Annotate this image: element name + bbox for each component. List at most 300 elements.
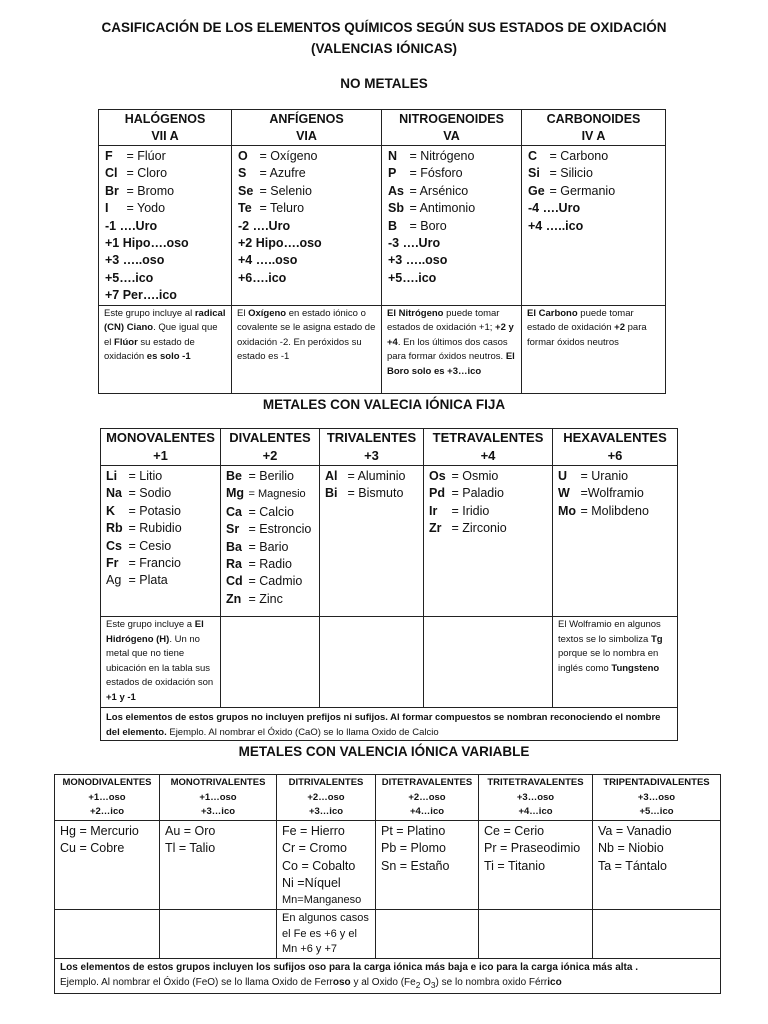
- element-symbol: Rb: [106, 521, 123, 536]
- valence-low-oso: +3…oso: [516, 791, 555, 803]
- oxidation-rule: -3 ….Uro: [388, 236, 441, 251]
- elements-cell: [382, 146, 522, 306]
- element-entry: Ti = Titanio: [484, 858, 546, 873]
- element-entry: Ce = Cerio: [484, 824, 545, 838]
- valence-name: MONOTRIVALENTES: [170, 777, 266, 788]
- element-symbol: Te: [238, 201, 252, 216]
- note-text: ) se lo nombra oxido Férr: [435, 977, 548, 989]
- note-text: Ejemplo. Al nombrar el Óxido (CaO) se lo llama Oxido de Calcio: [166, 727, 439, 738]
- element-entry: [528, 183, 665, 200]
- column-header: [553, 429, 678, 466]
- element-entry: [388, 270, 521, 287]
- element-entry: [238, 148, 381, 165]
- element-entry: [388, 218, 521, 235]
- element-symbol: Li: [106, 469, 118, 483]
- column-header: [232, 110, 382, 146]
- elements-cell: [320, 466, 424, 617]
- element-name: = Fósforo: [409, 166, 463, 181]
- element-name: = Aluminio: [347, 469, 406, 483]
- element-symbol: Cd: [226, 574, 243, 589]
- element-entry: [528, 165, 665, 182]
- group-note: [522, 305, 666, 393]
- element-entry: [226, 485, 319, 503]
- element-entry: [429, 520, 552, 537]
- group-name: ANFÍGENOS: [269, 112, 344, 126]
- valence-low-oso: +1…oso: [199, 791, 237, 803]
- section-heading-metales-variable: METALES CON VALENCIA IÓNICA VARIABLE: [238, 744, 530, 759]
- no-metals-notes-row: [99, 305, 666, 393]
- element-entry: [388, 235, 521, 252]
- element-name: = Cloro: [126, 166, 168, 181]
- group-note: [479, 910, 593, 959]
- variable-metals-footer-line1: Los elementos de estos grupos incluyen los sufijos oso para la carga iónica más baja e ico para la carga iónica más alta .: [60, 962, 638, 974]
- group-note: En algunos casos el Fe es +6 y el Mn +6 y +7: [277, 910, 376, 959]
- element-entry: [528, 148, 665, 165]
- group-name: HALÓGENOS: [124, 112, 206, 126]
- valence-number: +3: [364, 448, 379, 463]
- element-entry: [429, 503, 552, 520]
- valence-high-ico: +4…ico: [518, 806, 553, 817]
- oxidation-rule: +1 Hipo….oso: [105, 236, 189, 251]
- element-name: = Germanio: [549, 183, 616, 198]
- element-name: = Plata: [128, 573, 168, 588]
- note-text: porque se lo nombra en inglés como: [558, 648, 659, 674]
- element-entry: [105, 148, 231, 165]
- oxidation-rule: +3 …..oso: [105, 253, 165, 268]
- element-symbol: P: [388, 166, 397, 181]
- valence-high-ico: +5…ico: [639, 806, 674, 817]
- element-symbol: I: [105, 201, 109, 216]
- element-name: = Zinc: [248, 591, 283, 606]
- element-entry: [226, 591, 319, 608]
- valence-high-ico: +4…ico: [409, 806, 445, 817]
- element-name: = Paladio: [451, 486, 504, 501]
- element-name: = Calcio: [248, 504, 294, 519]
- note-text: para formar óxidos neutros: [527, 322, 647, 348]
- fixed-valence-metals-table: [100, 428, 678, 741]
- element-symbol: W: [558, 486, 570, 501]
- column-header: [101, 429, 221, 466]
- note-text: puede tomar estado de oxidación: [527, 307, 634, 334]
- elements-cell: [101, 466, 221, 617]
- element-entry: Au = Oro: [165, 824, 216, 838]
- element-entry: Va = Vanadio: [598, 824, 672, 838]
- element-entry: [429, 485, 552, 502]
- element-name: = Sodio: [128, 486, 172, 501]
- group-note: [55, 910, 160, 959]
- column-header: [376, 775, 479, 821]
- element-name: = Azufre: [259, 166, 306, 181]
- bold-text: Tungsteno: [611, 662, 660, 674]
- note-text: O: [420, 977, 431, 989]
- bold-text: +2: [614, 322, 625, 334]
- oxidation-rule: +4 …..oso: [238, 253, 298, 268]
- element-name: = Flúor: [126, 149, 166, 163]
- column-header: [424, 429, 553, 466]
- valence-name: TRITETRAVALENTES: [487, 777, 584, 788]
- valence-number: +1: [153, 448, 168, 463]
- column-header: [55, 775, 160, 821]
- element-entry: [325, 485, 423, 502]
- document-title-line2: (VALENCIAS IÓNICAS): [310, 41, 457, 56]
- note-text: en estado iónico o covalente se le asigna estado de oxidación -2. En peróxidos su estado es -1: [237, 307, 376, 363]
- element-name: = Francio: [128, 556, 181, 571]
- oxidation-rule: +3 …..oso: [388, 253, 448, 268]
- valence-name: TETRAVALENTES: [432, 430, 544, 445]
- element-entry: [106, 485, 220, 502]
- element-entry: [226, 539, 319, 556]
- element-entry: [528, 218, 665, 235]
- note-text: Este grupo incluye al: [104, 307, 195, 319]
- element-name: = Bario: [248, 539, 289, 554]
- subscript-text: 2: [415, 980, 421, 991]
- note-text: El: [237, 307, 249, 319]
- element-name: = Teluro: [259, 201, 305, 216]
- element-entry: [238, 252, 381, 269]
- valence-high-ico: +3…ico: [308, 806, 344, 817]
- valence-name: DITETRAVALENTES: [381, 777, 473, 788]
- variable-metals-footer-line2: [60, 975, 715, 993]
- group-note: [221, 617, 320, 708]
- element-entry: [106, 520, 220, 537]
- element-name: = Radio: [248, 557, 292, 572]
- group-note: [553, 617, 678, 708]
- valence-name: DIVALENTES: [229, 430, 311, 445]
- note-text: Este grupo incluye a: [106, 619, 195, 630]
- elements-cell: [99, 146, 232, 306]
- section-heading-no-metales: NO METALES: [340, 76, 428, 91]
- element-entry: [388, 183, 521, 200]
- column-header: [593, 775, 721, 821]
- element-entry: [105, 218, 231, 235]
- elements-cell: [221, 466, 320, 617]
- element-entry: Pb = Plomo: [381, 841, 446, 856]
- variable-valence-metals-table: [54, 774, 721, 994]
- fixed-metals-notes-row: [101, 617, 678, 708]
- elements-cell: [593, 821, 721, 910]
- element-entry: [238, 218, 381, 235]
- element-symbol: Zr: [429, 521, 442, 536]
- valence-high-ico: +2…ico: [89, 806, 125, 817]
- group-note: [382, 305, 522, 393]
- no-metals-table: [98, 109, 666, 394]
- elements-cell: [424, 466, 553, 617]
- element-name: = Rubidio: [128, 521, 182, 536]
- bold-text: +1 y -1: [106, 691, 136, 703]
- element-entry: [226, 468, 319, 485]
- element-entry: [105, 287, 231, 304]
- bold-text: radical (CN) Ciano: [104, 307, 226, 334]
- element-entry: [238, 183, 381, 200]
- element-entry: [238, 270, 381, 287]
- valence-name: MONODIVALENTES: [62, 777, 152, 788]
- element-name: = Iridio: [451, 503, 490, 518]
- element-entry: [325, 468, 423, 485]
- element-entry: Pr = Praseodimio: [484, 841, 581, 856]
- element-entry: [528, 200, 665, 217]
- bold-text: oso: [332, 977, 351, 989]
- note-text: Ejemplo. Al nombrar el Óxido (FeO) se lo llama Oxido de Ferr: [60, 977, 333, 989]
- element-entry: Hg = Mercurio: [60, 824, 139, 838]
- group-note: [101, 617, 221, 708]
- element-entry: Sn = Estaño: [381, 858, 450, 873]
- subscript-text: 3: [430, 980, 436, 991]
- element-entry: [558, 468, 677, 485]
- element-symbol: C: [528, 149, 538, 163]
- element-entry: [105, 270, 231, 287]
- element-symbol: Na: [106, 486, 122, 501]
- element-entry: [105, 200, 231, 217]
- bold-text: El Boro solo es +3…ico: [387, 351, 515, 377]
- element-entry: [558, 485, 677, 502]
- variable-metals-footer-note: [55, 959, 721, 994]
- oxidation-rule: +5….ico: [388, 270, 437, 285]
- bold-text: El Carbono: [527, 307, 578, 319]
- element-symbol: Cl: [105, 166, 118, 181]
- note-text: su estado de oxidación: [104, 336, 195, 363]
- valence-high-ico: +3…ico: [200, 806, 236, 817]
- element-entry: Tl = Talio: [165, 841, 216, 856]
- element-entry: Co = Cobalto: [282, 858, 356, 873]
- group-name: CARBONOIDES: [546, 112, 641, 126]
- fixed-metals-elements-row: [101, 466, 678, 617]
- element-symbol: Se: [238, 183, 254, 198]
- element-name: = Carbono: [549, 149, 609, 163]
- fixed-metals-footer-note: [101, 708, 678, 741]
- element-entry: [106, 555, 220, 572]
- element-symbol: Sr: [226, 522, 240, 537]
- element-symbol: Os: [429, 469, 446, 483]
- bold-text: Los elementos de estos grupos no incluyen prefijos ni sufijos. Al formar compuestos se nombran reconociendo el nombre del elemento.: [106, 712, 661, 738]
- column-header: [277, 775, 376, 821]
- document-title-line1: CASIFICACIÓN DE LOS ELEMENTOS QUÍMICOS SEGÚN SUS ESTADOS DE OXIDACIÓN: [101, 20, 667, 35]
- element-symbol: Ca: [226, 504, 242, 519]
- note-text: . En los últimos dos casos para formar óxidos neutros.: [387, 336, 508, 363]
- valence-name: TRIVALENTES: [326, 430, 417, 445]
- element-name: = Magnesio: [248, 488, 306, 501]
- variable-metals-header-row: [55, 775, 721, 821]
- valence-low-oso: +2…oso: [408, 791, 446, 803]
- element-symbol: Be: [226, 469, 242, 483]
- group-number: IV A: [581, 129, 606, 143]
- element-entry: Nb = Niobio: [598, 841, 664, 856]
- element-symbol: Si: [528, 166, 540, 181]
- no-metals-header-row: [99, 110, 666, 146]
- valence-low-oso: +3…oso: [637, 791, 676, 803]
- element-name: = Potasio: [128, 503, 181, 518]
- element-entry: [226, 556, 319, 573]
- group-number: VIA: [296, 129, 317, 143]
- elements-cell: [277, 821, 376, 910]
- element-name: = Cesio: [128, 538, 172, 553]
- oxidation-rule: -1 ….Uro: [105, 218, 158, 233]
- element-name: = Selenio: [259, 183, 312, 198]
- element-entry: [388, 200, 521, 217]
- section-heading-metales-fija: METALES CON VALECIA IÓNICA FIJA: [262, 397, 506, 412]
- element-name: = Antimonio: [409, 201, 476, 216]
- valence-low-oso: +2…oso: [307, 791, 345, 803]
- element-entry: [238, 165, 381, 182]
- column-header: [320, 429, 424, 466]
- bold-text: +2 y +4: [387, 322, 514, 348]
- oxidation-rule: +5….ico: [105, 270, 154, 285]
- element-name: = Silicio: [549, 166, 593, 181]
- element-name: = Cadmio: [248, 574, 303, 589]
- no-metals-elements-row: [99, 146, 666, 306]
- element-entry: [106, 538, 220, 555]
- element-name: =Wolframio: [580, 486, 644, 501]
- group-name: NITROGENOIDES: [399, 112, 504, 126]
- element-symbol: Br: [105, 183, 119, 198]
- oxidation-rule: +2 Hipo….oso: [238, 236, 322, 251]
- group-note: [320, 617, 424, 708]
- group-note: [160, 910, 277, 959]
- element-symbol: U: [558, 469, 568, 483]
- element-entry: [105, 183, 231, 200]
- bold-text: El Nitrógeno: [387, 307, 444, 319]
- group-note: [232, 305, 382, 393]
- bold-text: Flúor: [114, 336, 138, 348]
- element-entry: Cu = Cobre: [60, 841, 125, 856]
- element-entry: [429, 468, 552, 485]
- element-entry: Pt = Platino: [381, 824, 446, 838]
- element-entry: [238, 235, 381, 252]
- valence-number: +6: [607, 448, 623, 463]
- column-header: [99, 110, 232, 146]
- element-name: = Oxígeno: [259, 149, 318, 163]
- element-symbol: As: [388, 183, 404, 198]
- element-entry: [106, 468, 220, 485]
- element-entry: [226, 521, 319, 538]
- note-text: El Wolframio en algunos textos se lo simboliza: [558, 619, 661, 645]
- element-entry: Ta = Tántalo: [598, 858, 667, 873]
- element-symbol: Mo: [558, 503, 577, 518]
- element-entry: [388, 148, 521, 165]
- oxidation-rule: +4 …..ico: [528, 218, 584, 233]
- element-symbol: Ag: [106, 573, 122, 588]
- element-entry: [388, 252, 521, 269]
- element-symbol: N: [388, 149, 398, 163]
- element-symbol: Mg: [226, 486, 245, 501]
- bold-text: es solo -1: [146, 351, 191, 363]
- valence-name: MONOVALENTES: [106, 430, 215, 445]
- column-header: [221, 429, 320, 466]
- group-note: [593, 910, 721, 959]
- element-symbol: F: [105, 149, 113, 163]
- group-note: [424, 617, 553, 708]
- element-entry: [105, 252, 231, 269]
- element-name: = Zirconio: [451, 521, 507, 536]
- element-name: = Yodo: [126, 201, 166, 216]
- element-symbol: S: [238, 166, 247, 181]
- oxidation-rule: +7 Per….ico: [105, 288, 177, 303]
- element-name: = Molibdeno: [580, 503, 649, 518]
- element-entry: [106, 572, 220, 589]
- variable-metals-notes-row: [55, 910, 721, 959]
- note-text: . Que igual que el: [104, 322, 218, 348]
- variable-metals-elements-row: [55, 821, 721, 910]
- element-entry: [388, 165, 521, 182]
- valence-number: +4: [480, 448, 496, 463]
- bold-text: Tg: [650, 633, 663, 645]
- valence-name: DITRIVALENTES: [288, 777, 364, 788]
- element-symbol: Ba: [226, 539, 242, 554]
- element-symbol: Ir: [429, 503, 438, 518]
- elements-cell: [376, 821, 479, 910]
- element-name: = Boro: [409, 218, 447, 233]
- element-name: = Berilio: [248, 469, 294, 483]
- element-entry: [106, 503, 220, 520]
- valence-name: TRIPENTADIVALENTES: [603, 777, 710, 788]
- group-note: [99, 305, 232, 393]
- valence-name: HEXAVALENTES: [563, 430, 667, 445]
- bold-text: El Hidrógeno (H): [106, 619, 204, 645]
- element-name: = Estroncio: [248, 522, 312, 537]
- element-entry: Ni =Níquel: [282, 875, 341, 890]
- group-note: [376, 910, 479, 959]
- column-header: [522, 110, 666, 146]
- element-symbol: Ra: [226, 557, 242, 572]
- oxidation-rule: -2 ….Uro: [238, 218, 291, 233]
- element-name: = Nitrógeno: [409, 149, 475, 163]
- element-name: = Osmio: [451, 469, 499, 483]
- column-header: [382, 110, 522, 146]
- element-symbol: Bi: [325, 486, 338, 501]
- elements-cell: [522, 146, 666, 306]
- element-entry: [558, 503, 677, 520]
- element-name: = Litio: [128, 469, 163, 483]
- valence-low-oso: +1…oso: [88, 791, 126, 803]
- element-symbol: Sb: [388, 201, 404, 216]
- elements-cell: [553, 466, 678, 617]
- element-entry: Mn=Manganeso: [282, 894, 362, 907]
- element-symbol: Cs: [106, 538, 122, 553]
- element-symbol: Al: [325, 469, 338, 483]
- oxidation-rule: +6….ico: [238, 270, 287, 285]
- element-entry: [238, 200, 381, 217]
- oxidation-rule: -4 ….Uro: [528, 201, 581, 216]
- bold-text: Oxígeno: [248, 307, 287, 319]
- bold-text: ico: [547, 977, 562, 989]
- element-name: = Bromo: [126, 183, 175, 198]
- element-symbol: Fr: [106, 556, 119, 571]
- element-symbol: K: [106, 503, 116, 518]
- element-symbol: Pd: [429, 486, 445, 501]
- elements-cell: [232, 146, 382, 306]
- element-entry: [226, 504, 319, 521]
- element-name: = Bismuto: [347, 486, 404, 501]
- element-entry: [105, 165, 231, 182]
- group-number: VII A: [151, 129, 179, 143]
- element-symbol: Zn: [226, 591, 242, 606]
- element-symbol: O: [238, 149, 248, 163]
- element-entry: [226, 573, 319, 590]
- element-name: = Arsénico: [409, 183, 469, 198]
- note-text: y al Oxido (Fe: [350, 977, 416, 989]
- element-entry: Fe = Hierro: [282, 824, 345, 838]
- element-symbol: Ge: [528, 183, 545, 198]
- note-text: puede tomar estados de oxidación +1;: [387, 307, 500, 334]
- column-header: [479, 775, 593, 821]
- element-symbol: B: [388, 218, 398, 233]
- group-number: VA: [443, 129, 460, 143]
- note-text: . Un no metal que no tiene ubicación en la tabla sus estados de oxidación son: [106, 633, 214, 688]
- element-entry: Cr = Cromo: [282, 841, 347, 856]
- fixed-metals-header-row: [101, 429, 678, 466]
- column-header: [160, 775, 277, 821]
- elements-cell: [160, 821, 277, 910]
- elements-cell: [55, 821, 160, 910]
